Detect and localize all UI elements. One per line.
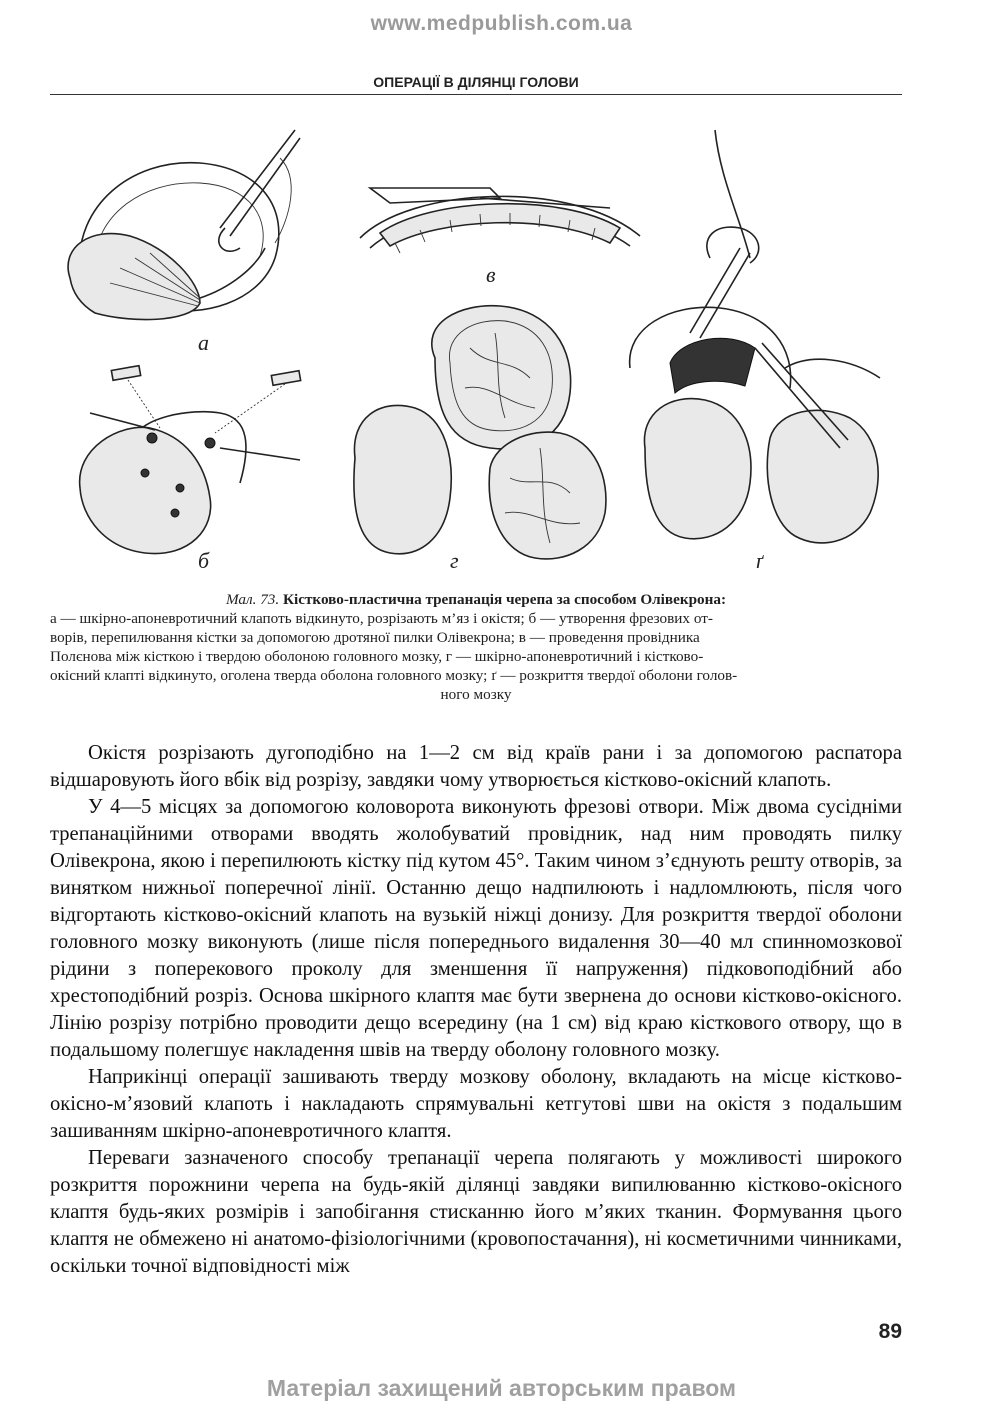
illustration-v (360, 188, 640, 253)
running-title: ОПЕРАЦІЇ В ДІЛЯНЦІ ГОЛОВИ (373, 74, 579, 90)
page-number: 89 (878, 1320, 902, 1343)
caption-title-line (50, 590, 902, 609)
figure-label-v: в (486, 262, 496, 287)
figure-caption (50, 590, 902, 704)
paragraph: Переваги зазначеного способу трепанації черепа полягають у можливості широкого розкриття порожнини черепа на будь-якій ділянці завдяки випилюванню кістково-окісного клаптя будь-яких розмірів і запобігання стисканню його м’яких тканин. Формування цього клаптя не обмежено ні анатомо-фізіологічними (кровопостачання), ні косметичними чинниками, оскільки точної відповідності між (50, 1147, 902, 1277)
illustration-g (354, 306, 606, 559)
watermark-url: www.medpublish.com.ua (370, 12, 633, 35)
surgical-illustrations (50, 118, 902, 583)
caption-prefix: Мал. 73. (225, 591, 280, 608)
paragraph: Наприкінці операції зашивають тверду мозкову оболону, вкладають на місце кістково-окісно-м’язовий клапоть і накладають спрямувальні кетгутові шви на окістя з подальшим зашиванням шкірно-апоневротичного клаптя. (50, 1066, 902, 1142)
figure-label-b: б (198, 548, 210, 573)
illustration-b (80, 366, 301, 554)
body-text (50, 740, 902, 1280)
caption-line: окісний клапті відкинуто, оголена тверда оболона головного мозку; ґ — розкриття твердої оболони голов- (50, 667, 738, 684)
caption-line: ного мозку (440, 686, 512, 703)
illustration-g2 (630, 130, 880, 543)
paragraph: Окістя розрізають дугоподібно на 1—2 см від країв рани і за допомогою распатора відшаровують його вбік від розрізу, завдяки чому утворюється кістково-окісний клапоть. (50, 742, 902, 791)
caption-line: ворів, перепилювання кістки за допомогою дротяної пилки Олівекрона; в — проведення провідника (50, 629, 700, 646)
paragraph: У 4—5 місцях за допомогою коловорота виконують фрезові отвори. Між двома сусідніми трепанаційними отворами вводять жолобуватий провідник, над ним проводять пилку Олівекрона, якою і перепилюють кістку під кутом 45°. Таким чином з’єднують решту отворів, за винятком нижньої поперечної лінії. Останню дещо надпилюють і надломлюють, після чого відгортають кістково-окісний клапоть на вузькій ніжці донизу. Для розкриття твердої оболони головного мозку виконують (лише після попереднього видалення 30—40 мл спинномозкової рідини з поперекового проколу для зменшення її напруження) підковоподібний або хрестоподібний розріз. Основа шкірного клаптя має бути звернена до основи кістково-окісного. Лінію розрізу потрібно проводити дещо всередину (на 1 см) від краю кісткового отвору, що в подальшому полегшує накладення швів на тверду оболону головного мозку. (50, 796, 902, 1061)
caption-line: Полєнова між кісткою і твердою оболоною головного мозку, г — шкірно-апоневротичний і кістково- (50, 648, 704, 665)
caption-line: а — шкірно-апоневротичний клапоть відкинуто, розрізають м’яз і окістя; б — утворення фрезових от- (50, 610, 713, 627)
figure-73 (50, 118, 902, 583)
watermark-copyright: Матеріал захищений авторським правом (266, 1375, 737, 1401)
header-rule (50, 94, 902, 95)
illustration-a (68, 130, 300, 320)
figure-label-a: а (198, 330, 209, 355)
caption-title: Кістково-пластична трепанація черепа за способом Олівекрона: (282, 591, 727, 608)
figure-label-g2: ґ (756, 548, 763, 573)
figure-label-g: г (450, 548, 459, 573)
